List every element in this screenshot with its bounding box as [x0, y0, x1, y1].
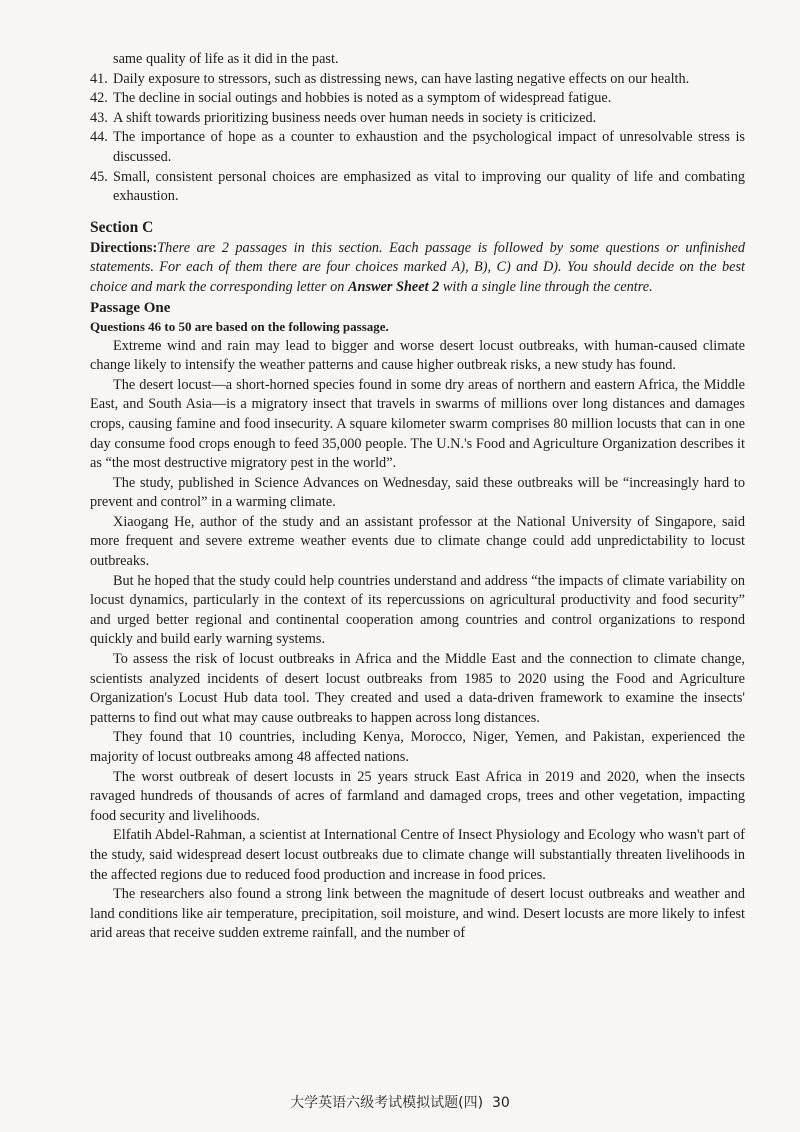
- statement-item: [90, 128, 745, 167]
- passage-paragraph: The researchers also found a strong link between the magnitude of desert locust outbreaks and weather and land conditions like air temperature, precipitation, soil moisture, and wind. Desert locusts are more likely to infest arid areas that receive sudden extreme rainfall, and the number of: [90, 886, 745, 942]
- answer-sheet-label: Answer Sheet 2: [347, 278, 440, 295]
- directions-text-end: with a single line through the centre.: [439, 278, 653, 295]
- questions-note: Questions 46 to 50 are based on the following passage.: [90, 318, 389, 334]
- passage-body: [90, 337, 745, 944]
- statement-item: [90, 109, 745, 129]
- passage-paragraph: They found that 10 countries, including Kenya, Morocco, Niger, Yemen, and Pakistan, experienced the majority of locust outbreaks among 48 affected nations.: [90, 729, 745, 765]
- document-page: [90, 50, 745, 944]
- statement-number: 42.: [90, 90, 108, 107]
- directions-label: Directions:: [90, 239, 158, 256]
- statement-text: The decline in social outings and hobbies is noted as a symptom of widespread fatigue.: [113, 90, 612, 107]
- passage-paragraph: Elfatih Abdel-Rahman, a scientist at International Centre of Insect Physiology and Ecology who wasn't part of the study, said widespread desert locust outbreaks due to climate change will substantially threaten livelihoods in the affected regions due to reduced food production and increase in food prices.: [90, 827, 745, 883]
- statement-item: [90, 89, 745, 109]
- statement-text: The importance of hope as a counter to exhaustion and the psychological impact of unresolvable stress is discussed.: [113, 129, 745, 165]
- passage-paragraph: But he hoped that the study could help countries understand and address “the impacts of climate variability on locust dynamics, particularly in the context of its repercussions on agricultural productivity and food security” and urged better regional and continental cooperation among countries and control organizations to respond quickly and build early warning systems.: [90, 572, 745, 648]
- footer-title: 大学英语六级考试模拟试题(四): [290, 1095, 484, 1111]
- statement-item: [90, 168, 745, 207]
- passage-title: Passage One: [90, 299, 171, 316]
- continued-statement-line: same quality of life as it did in the past.: [113, 51, 339, 67]
- section-title: Section C: [90, 218, 154, 236]
- statement-number: 44.: [90, 129, 108, 146]
- section-directions: [90, 239, 745, 298]
- passage-paragraph: Extreme wind and rain may lead to bigger and worse desert locust outbreaks, with human-caused climate change likely to intensify the weather patterns and cause higher outbreak risks, a new study has found.: [90, 337, 745, 374]
- statement-number: 43.: [90, 109, 108, 126]
- statement-number: 45.: [90, 168, 108, 185]
- statement-number: 41.: [90, 70, 108, 87]
- statement-text: Daily exposure to stressors, such as distressing news, can have lasting negative effects on our health.: [113, 70, 690, 87]
- passage-paragraph: Xiaogang He, author of the study and an assistant professor at the National University of Singapore, said more frequent and severe extreme weather events due to climate change could add unpredictability to locust outbreaks.: [90, 513, 745, 570]
- directions-text: There are 2 passages in this section. Each passage is followed by some questions or unfinished statements. For each of them there are four choices marked A), B), C) and D). You should decide on the best choice and mark the corresponding letter on: [90, 239, 745, 295]
- passage-paragraph: To assess the risk of locust outbreaks in Africa and the Middle East and the connection to climate change, scientists analyzed incidents of desert locust outbreaks from 1985 to 2020 using the Food and Agriculture Organization's Locust Hub data tool. They created and used a data-driven framework to examine the insects' patterns to find out what may cause outbreaks to happen across long distances.: [90, 651, 745, 726]
- statement-list: [90, 70, 745, 207]
- passage-paragraph: The worst outbreak of desert locusts in 25 years struck East Africa in 2019 and 2020, when the insects ravaged hundreds of thousands of acres of farmland and damaged crops, trees and other vegetation, impacting food security and livelihoods.: [90, 768, 745, 824]
- passage-paragraph: The study, published in Science Advances on Wednesday, said these outbreaks will be “increasingly hard to prevent and control” in a warming climate.: [90, 474, 745, 511]
- passage-paragraph: The desert locust—a short-horned species found in some dry areas of northern and eastern Africa, the Middle East, and South Asia—is a migratory insect that travels in swarms of millions over long distances and damages crops, causing famine and food insecurity. A square kilometer swarm comprises 80 million locusts that can in one day consume food crops enough to feed 35,000 people. The U.N.'s Food and Agriculture Organization describes it as “the most destructive migratory pest in the world”.: [90, 376, 745, 472]
- statement-text: A shift towards prioritizing business needs over human needs in society is criticized.: [113, 109, 597, 126]
- statement-item: [90, 70, 745, 90]
- page-number: 30: [492, 1095, 510, 1111]
- page-footer: [0, 1092, 800, 1112]
- statement-text: Small, consistent personal choices are emphasized as vital to improving our quality of life and combating exhaustion.: [113, 168, 745, 205]
